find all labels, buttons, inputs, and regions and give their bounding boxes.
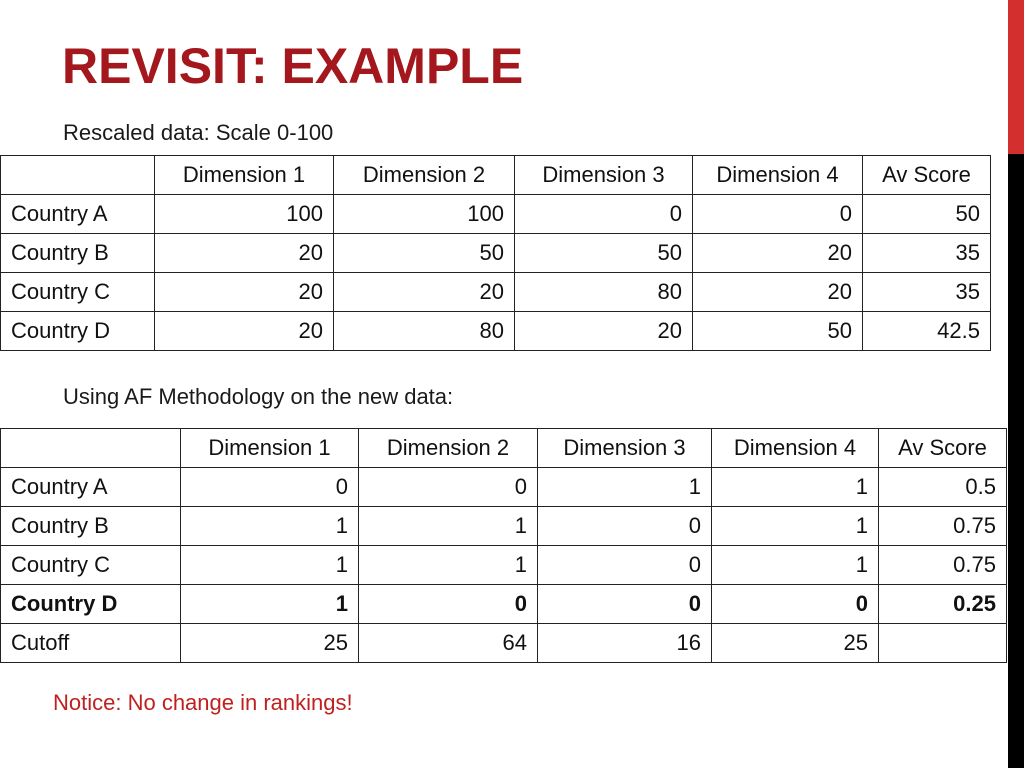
- table2-cell: 1: [712, 546, 879, 585]
- table1-cell: 50: [515, 234, 693, 273]
- table2-row: [1, 546, 1007, 585]
- rescaled-data-table: [0, 155, 991, 351]
- accent-bar-black: [1008, 154, 1024, 768]
- table1-row-label: Country A: [1, 195, 155, 234]
- table1-row: [1, 312, 991, 351]
- table1-cell: 42.5: [863, 312, 991, 351]
- table1-header-cell: Dimension 1: [155, 156, 334, 195]
- table2-cell: 1: [181, 585, 359, 624]
- notice-text: Notice: No change in rankings!: [53, 690, 353, 715]
- table1-cell: 35: [863, 273, 991, 312]
- table1-row-label: Country D: [1, 312, 155, 351]
- table1-row: [1, 273, 991, 312]
- table1-cell: 20: [693, 273, 863, 312]
- table2-cell: 16: [538, 624, 712, 663]
- table2-cell: 0: [359, 585, 538, 624]
- table2-cell: 0.25: [879, 585, 1007, 624]
- accent-bar-red: [1008, 0, 1024, 154]
- table1-header-cell: [1, 156, 155, 195]
- table2-cell: 0.75: [879, 507, 1007, 546]
- table2-cell: 1: [359, 507, 538, 546]
- table2-row-label: Country B: [1, 507, 181, 546]
- table2-header-cell: Dimension 4: [712, 429, 879, 468]
- table1-cell: 100: [334, 195, 515, 234]
- table2-header-cell: Dimension 2: [359, 429, 538, 468]
- table2-cell: 0: [359, 468, 538, 507]
- table1-cell: 20: [155, 234, 334, 273]
- table1-cell: 20: [155, 312, 334, 351]
- table2-row-label: Country C: [1, 546, 181, 585]
- table1-header-cell: Av Score: [863, 156, 991, 195]
- table1-row-label: Country C: [1, 273, 155, 312]
- table2-cell: 25: [712, 624, 879, 663]
- table1-row: [1, 234, 991, 273]
- table1-header-cell: Dimension 3: [515, 156, 693, 195]
- table2-row: [1, 624, 1007, 663]
- table2-cell: 1: [712, 468, 879, 507]
- table1-cell: 20: [693, 234, 863, 273]
- table2-cell: 1: [359, 546, 538, 585]
- table2-header-cell: Dimension 3: [538, 429, 712, 468]
- table1-cell: 100: [155, 195, 334, 234]
- table2-row: [1, 468, 1007, 507]
- table1-header-cell: Dimension 4: [693, 156, 863, 195]
- table1-header-cell: Dimension 2: [334, 156, 515, 195]
- table2-cell: 0.75: [879, 546, 1007, 585]
- slide-title: REVISIT: EXAMPLE: [62, 38, 524, 94]
- table2-cell: 0: [538, 507, 712, 546]
- table1-cell: 20: [334, 273, 515, 312]
- table2-row-label: Cutoff: [1, 624, 181, 663]
- table1-cell: 50: [863, 195, 991, 234]
- table1-cell: 50: [693, 312, 863, 351]
- table1-cell: 80: [515, 273, 693, 312]
- table2-header-cell: [1, 429, 181, 468]
- table2-header-cell: Dimension 1: [181, 429, 359, 468]
- table2-cell: 0: [181, 468, 359, 507]
- table1-cell: 80: [334, 312, 515, 351]
- table2-cell: 64: [359, 624, 538, 663]
- table2-cell: 1: [538, 468, 712, 507]
- table2-row: [1, 507, 1007, 546]
- table2-cell: 1: [181, 546, 359, 585]
- af-methodology-table: [0, 428, 1007, 663]
- table1-header-row: [1, 156, 991, 195]
- table2-row: [1, 585, 1007, 624]
- table2-cell: 0.5: [879, 468, 1007, 507]
- table1-cell: 50: [334, 234, 515, 273]
- table1-cell: 0: [693, 195, 863, 234]
- table1-cell: 35: [863, 234, 991, 273]
- table1-cell: 20: [155, 273, 334, 312]
- table2-cell: 1: [181, 507, 359, 546]
- table2-cell: [879, 624, 1007, 663]
- table2-cell: 0: [538, 546, 712, 585]
- table2-caption: Using AF Methodology on the new data:: [63, 384, 454, 409]
- table2-row-label: Country A: [1, 468, 181, 507]
- table2-header-cell: Av Score: [879, 429, 1007, 468]
- table1-row: [1, 195, 991, 234]
- table1-row-label: Country B: [1, 234, 155, 273]
- table2-cell: 1: [712, 507, 879, 546]
- table1-caption: Rescaled data: Scale 0-100: [63, 120, 334, 145]
- table2-cell: 25: [181, 624, 359, 663]
- table2-cell: 0: [712, 585, 879, 624]
- table2-cell: 0: [538, 585, 712, 624]
- table1-cell: 20: [515, 312, 693, 351]
- table2-header-row: [1, 429, 1007, 468]
- table1-cell: 0: [515, 195, 693, 234]
- table2-row-label: Country D: [1, 585, 181, 624]
